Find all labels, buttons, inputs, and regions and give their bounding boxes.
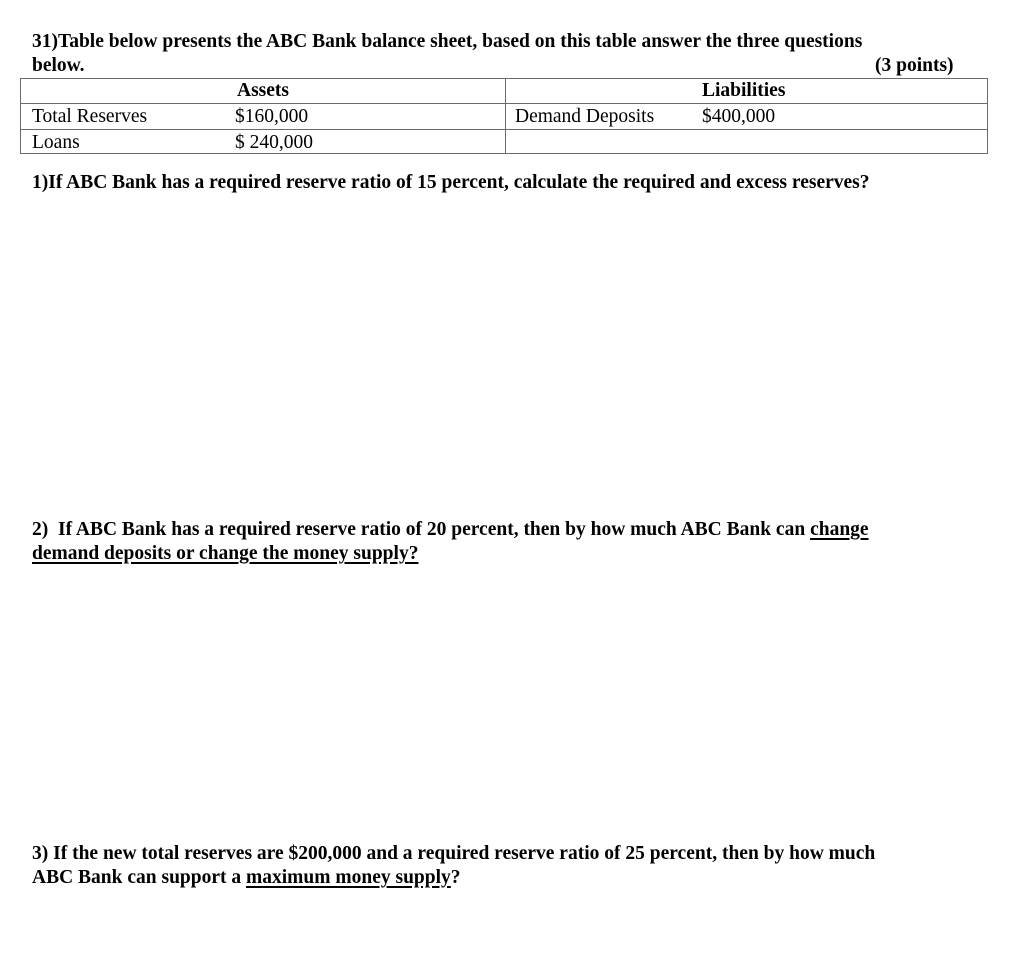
liabilities-header: Liabilities (702, 80, 786, 101)
table-row-divider (21, 103, 987, 104)
asset-value-loans: $ 240,000 (235, 132, 313, 153)
asset-label-total-reserves: Total Reserves (32, 106, 148, 127)
subquestion-3-line2 (32, 866, 461, 890)
liability-value-demand-deposits: $400,000 (702, 106, 776, 127)
points-label: (3 points) (875, 55, 954, 76)
subquestion-2-text: 2) If ABC Bank has a required reserve ratio of 20 percent, then by how much ABC Bank can (32, 519, 811, 540)
subquestion-2-underlined-text: demand deposits or change the money supply? (32, 543, 419, 564)
question-intro-line1 (32, 30, 862, 54)
liability-label-demand-deposits: Demand Deposits (515, 106, 655, 127)
subquestion-3-underlined-text: maximum money supply (246, 867, 451, 888)
table-row-divider (21, 129, 987, 130)
assets-header: Assets (237, 80, 289, 101)
subquestion-1: 1)If ABC Bank has a required reserve ratio of 15 percent, calculate the required and excess reserves? (32, 172, 870, 193)
subquestion-2-underlined-change: change (810, 519, 869, 540)
subquestion-2-line1 (32, 518, 869, 542)
subquestion-2-line2 (32, 542, 418, 566)
table-column-divider (505, 79, 506, 153)
asset-label-loans: Loans (32, 132, 80, 153)
question-intro-text: Table below presents the ABC Bank balance sheet, based on this table answer the three questions (58, 31, 863, 52)
subquestion-3-end: ? (450, 867, 461, 888)
asset-value-total-reserves: $160,000 (235, 106, 309, 127)
subquestion-3-text: ABC Bank can support a (32, 867, 247, 888)
question-number: 31) (32, 31, 58, 52)
subquestion-3-line1: 3) If the new total reserves are $200,000 and a required reserve ratio of 25 percent, then by how much (32, 843, 876, 864)
balance-sheet-table (20, 78, 988, 154)
question-intro-line2: below. (32, 55, 85, 76)
